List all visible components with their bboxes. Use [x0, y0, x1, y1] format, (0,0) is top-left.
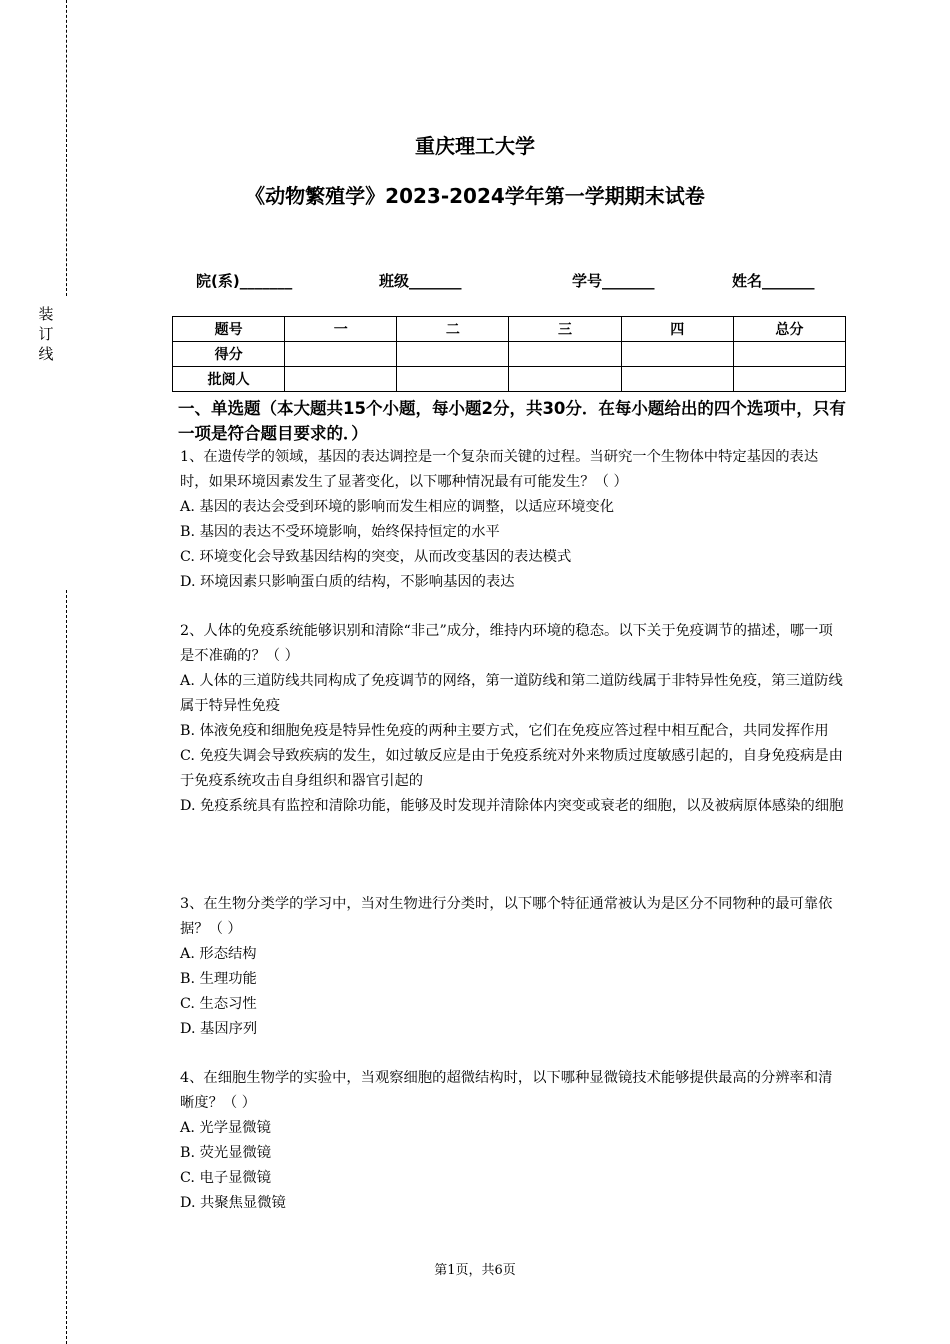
name-field[interactable]: 姓名_______	[732, 272, 815, 290]
score-table-header-row	[173, 317, 846, 342]
option-b[interactable]: B. 体液免疫和细胞免疫是特异性免疫的两种主要方式，它们在免疫应答过程中相互配合，共同发挥作用	[180, 723, 829, 739]
score-cell[interactable]	[397, 342, 509, 367]
grader-cell[interactable]	[397, 367, 509, 392]
binding-char: 订	[38, 325, 54, 343]
binding-char: 装	[38, 305, 54, 323]
question-3	[180, 892, 846, 1042]
grader-cell[interactable]	[621, 367, 733, 392]
binding-char: 线	[38, 345, 54, 363]
option-a[interactable]: A. 人体的三道防线共同构成了免疫调节的网络，第一道防线和第二道防线属于非特异性免疫，第三道防线属于特异性免疫	[180, 673, 843, 714]
table-header-cell: 二	[397, 317, 509, 342]
option-c[interactable]: C. 生态习性	[180, 996, 257, 1012]
score-cell[interactable]	[733, 342, 845, 367]
binding-dashed-line-bottom	[66, 590, 67, 1344]
option-a[interactable]: A. 光学显微镜	[180, 1120, 271, 1136]
grader-row	[173, 367, 846, 392]
score-table	[172, 316, 846, 392]
exam-title: 《动物繁殖学》2023-2024学年第一学期期末试卷	[245, 184, 705, 208]
binding-line-label	[38, 304, 54, 364]
option-c[interactable]: C. 电子显微镜	[180, 1170, 272, 1186]
question-stem: 3、在生物分类学的学习中，当对生物进行分类时，以下哪个特征通常被认为是区分不同物种的最可靠依据？（ ）	[180, 896, 833, 937]
question-stem: 2、人体的免疫系统能够识别和清除“非己”成分，维持内环境的稳态。以下关于免疫调节的描述，哪一项是不准确的？（ ）	[180, 623, 833, 664]
option-d[interactable]: D. 共聚焦显微镜	[180, 1195, 286, 1211]
table-header-cell: 三	[509, 317, 621, 342]
row-label: 批阅人	[173, 367, 285, 392]
score-cell[interactable]	[285, 342, 397, 367]
option-b[interactable]: B. 荧光显微镜	[180, 1145, 272, 1161]
table-header-cell: 四	[621, 317, 733, 342]
grader-cell[interactable]	[285, 367, 397, 392]
question-4	[180, 1066, 846, 1216]
question-1	[180, 445, 846, 595]
question-stem: 1、在遗传学的领域，基因的表达调控是一个复杂而关键的过程。当研究一个生物体中特定基因的表达时，如果环境因素发生了显著变化，以下哪种情况最有可能发生？（ ）	[180, 449, 819, 490]
option-a[interactable]: A. 形态结构	[180, 946, 257, 962]
question-stem: 4、在细胞生物学的实验中，当观察细胞的超微结构时，以下哪种显微镜技术能够提供最高的分辨率和清晰度？（ ）	[180, 1070, 833, 1111]
option-d[interactable]: D. 环境因素只影响蛋白质的结构，不影响基因的表达	[180, 574, 515, 590]
page-number: 第1页，共6页	[434, 1263, 516, 1278]
table-header-cell: 一	[285, 317, 397, 342]
student-id-field[interactable]: 学号_______	[572, 272, 655, 290]
college-field[interactable]: 院(系)_______	[196, 272, 293, 290]
option-d[interactable]: D. 基因序列	[180, 1021, 258, 1037]
option-a[interactable]: A. 基因的表达会受到环境的影响而发生相应的调整，以适应环境变化	[180, 499, 615, 515]
section-heading: 一、单选题（本大题共15个小题，每小题2分，共30分．在每小题给出的四个选项中，只有一项是符合题目要求的．）	[178, 399, 846, 443]
table-header-cell: 总分	[733, 317, 845, 342]
row-label: 得分	[173, 342, 285, 367]
question-2	[180, 619, 846, 819]
score-cell[interactable]	[621, 342, 733, 367]
option-c[interactable]: C. 免疫失调会导致疾病的发生，如过敏反应是由于免疫系统对外来物质过度敏感引起的，自身免疫病是由于免疫系统攻击自身组织和器官引起的	[180, 748, 843, 789]
grader-cell[interactable]	[509, 367, 621, 392]
option-b[interactable]: B. 生理功能	[180, 971, 257, 987]
option-c[interactable]: C. 环境变化会导致基因结构的突变，从而改变基因的表达模式	[180, 549, 572, 565]
table-header-cell: 题号	[173, 317, 285, 342]
option-d[interactable]: D. 免疫系统具有监控和清除功能，能够及时发现并清除体内突变或衰老的细胞，以及被病原体感染的细胞	[180, 798, 844, 814]
score-cell[interactable]	[509, 342, 621, 367]
option-b[interactable]: B. 基因的表达不受环境影响，始终保持恒定的水平	[180, 524, 500, 540]
score-row	[173, 342, 846, 367]
grader-cell[interactable]	[733, 367, 845, 392]
class-field[interactable]: 班级_______	[379, 272, 462, 290]
university-title: 重庆理工大学	[415, 134, 535, 158]
